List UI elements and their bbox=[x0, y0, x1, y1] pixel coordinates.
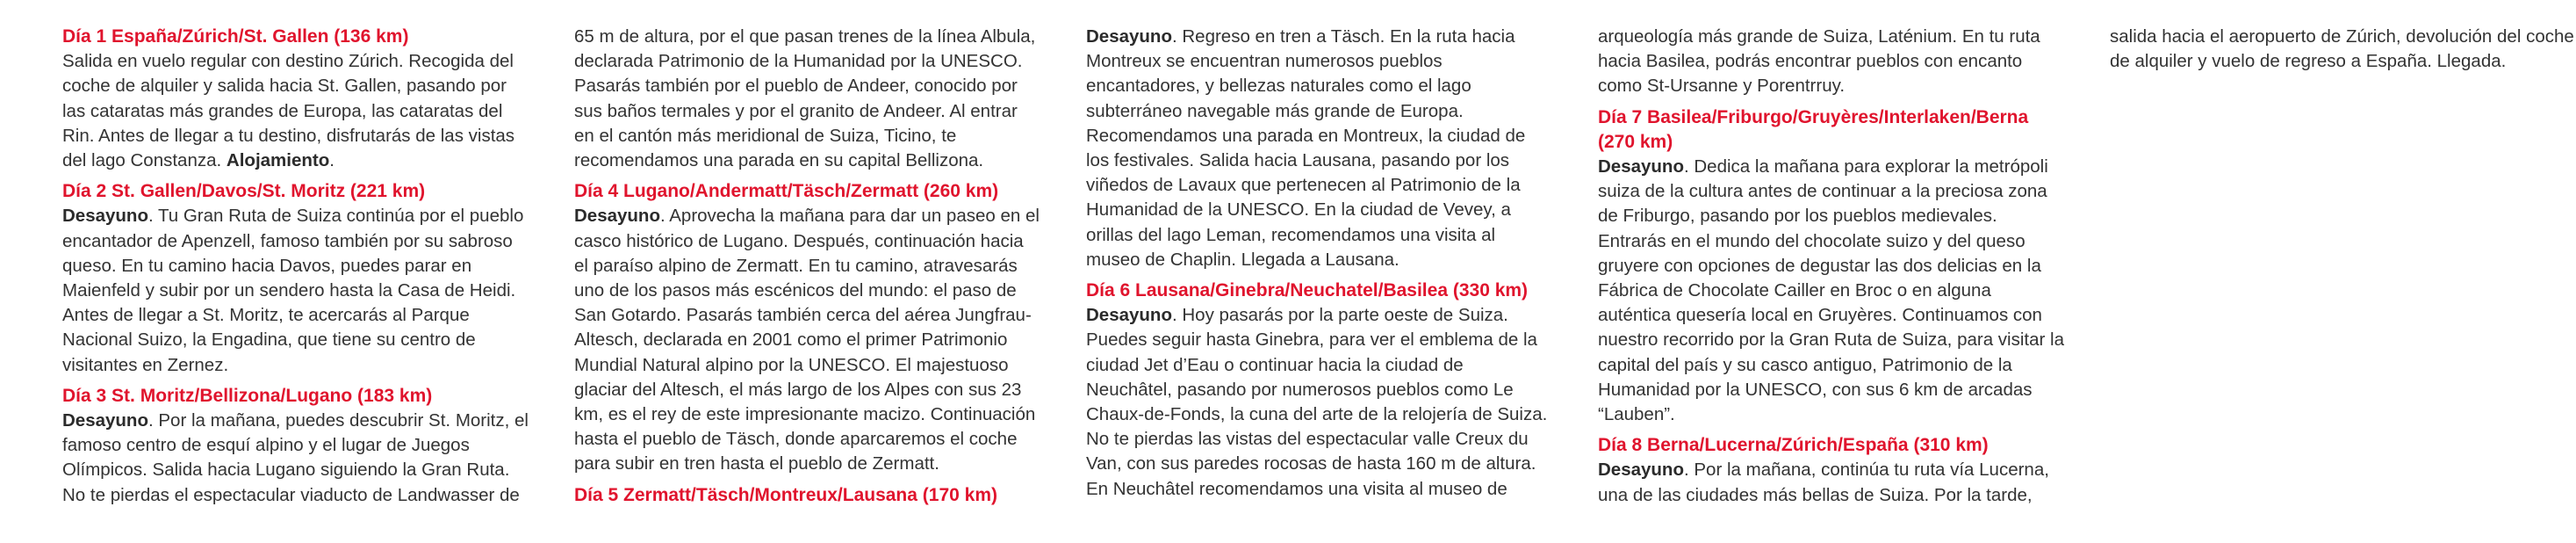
day-body: . Dedica la mañana para explorar la metrópoli suiza de la cultura antes de continuar a la preciosa zona de Friburgo, pasando por los pueblos medievales. Entrarás en el mundo del chocolate suizo y del queso gruyere con opciones de degustar las dos delicias en la Fábrica de Chocolate Cailler en Broc o en alguna auténtica quesería local en Gruyères. Continuamos con nuestro recorrido por la Gran Ruta de Suiza, para visitar la capital del país y su casco antiguo, Patrimonio de la Humanidad por la UNESCO, con sus 6 km de arcadas “Lauben”. bbox=[1598, 156, 2064, 425]
itinerary-columns bbox=[62, 25, 2574, 517]
day-title: Día 8 Berna/Lucerna/Zúrich/España (310 km) bbox=[1598, 435, 1989, 456]
day-breakfast: Desayuno bbox=[1598, 460, 1684, 481]
day-title: Día 7 Basilea/Friburgo/Gruyères/Interlaken/Berna (270 km) bbox=[1598, 106, 2029, 152]
day-title: Día 2 St. Gallen/Davos/St. Moritz (221 km) bbox=[62, 181, 426, 202]
day-title: Día 1 España/Zúrich/St. Gallen (136 km) bbox=[62, 26, 409, 47]
day-4 bbox=[574, 179, 1040, 476]
day-breakfast: Desayuno bbox=[1086, 26, 1172, 47]
day-7 bbox=[1598, 105, 2064, 428]
day-end: . bbox=[329, 150, 335, 171]
day-2 bbox=[62, 179, 529, 378]
day-breakfast: Desayuno bbox=[1598, 156, 1684, 177]
day-breakfast: Desayuno bbox=[62, 206, 148, 227]
day-description bbox=[574, 204, 1040, 476]
day-title: Día 5 Zermatt/Täsch/Montreux/Lausana (170 km) bbox=[574, 484, 997, 505]
day-breakfast: Desayuno bbox=[574, 206, 660, 227]
day-body: . Tu Gran Ruta de Suiza continúa por el pueblo encantador de Apenzell, famoso también por su sabroso queso. En tu camino hacia Davos, puedes parar en Maienfeld y subir por un sendero hasta la Casa de Heidi. Antes de llegar a St. Moritz, te acercarás al Parque Nacional Suizo, la Engadina, que tiene su centro de visitantes en Zernez. bbox=[62, 206, 524, 375]
day-accommodation: Alojamiento bbox=[226, 150, 330, 171]
day-1 bbox=[62, 25, 529, 173]
day-description bbox=[62, 49, 529, 173]
day-title: Día 4 Lugano/Andermatt/Täsch/Zermatt (260 km) bbox=[574, 181, 999, 202]
day-description bbox=[62, 204, 529, 377]
day-body: Salida en vuelo regular con destino Zúrich. Recogida del coche de alquiler y salida hacia St. Gallen, pasando por las cataratas más grandes de Europa, las cataratas del Rin. Antes de llegar a tu destino, disfrutarás de las vistas del lago Constanza. bbox=[62, 51, 515, 171]
day-description bbox=[1086, 25, 1552, 272]
day-body: . Regreso en tren a Täsch. En la ruta hacia Montreux se encuentran numerosos pueblos encantadores, y bellezas naturales como el lago subterráneo navegable más grande de Europa. Recomendamos una parada en Montreux, la ciudad de los festivales. Salida hacia Lausana, pasando por los viñedos de Lavaux que pertenecen al Patrimonio de la Humanidad de la UNESCO. En la ciudad de Vevey, a orillas del lago Leman, recomendamos una visita al museo de Chaplin. Llegada a Lausana. bbox=[1086, 26, 1526, 270]
day-title: Día 3 St. Moritz/Bellizona/Lugano (183 km) bbox=[62, 385, 433, 406]
day-body: . Por la mañana, continúa tu ruta vía Lucerna, una de las ciudades más bellas de Suiza. Por la tarde, salida hacia el aeropuerto de Zúrich, devolución del coche de alquiler y vuelo de regreso a España. Llegada. bbox=[1598, 26, 2574, 505]
day-breakfast: Desayuno bbox=[1086, 305, 1172, 326]
day-body: . Aprovecha la mañana para dar un paseo en el casco histórico de Lugano. Después, continuación hacia el paraíso alpino de Zermatt. En tu camino, atravesarás uno de los pasos más escénicos del mundo: el paso de San Gotardo. Pasarás también cerca del aérea Jungfrau-Altesch, declarada en 2001 como el primer Patrimonio Mundial Natural alpino por la UNESCO. El majestuoso glaciar del Altesch, el más largo de los Alpes con sus 23 km, es el rey de este impresionante macizo. Continuación hasta el pueblo de Täsch, donde aparcaremos el coche para subir en tren hasta el pueblo de Zermatt. bbox=[574, 206, 1040, 474]
day-body: . Hoy pasarás por la parte oeste de Suiza. Puedes seguir hasta Ginebra, para ver el emblema de la ciudad Jet d’Eau o continuar hacia la ciudad de Neuchâtel, pasando por numerosos pueblos como Le Chaux-de-Fonds, la cuna del arte de la relojería de Suiza. No te pierdas las vistas del espectacular valle Creux du Van, con sus paredes rocosas de hasta 160 m de altura. En Neuchâtel recomendamos una visita al museo de arqueología más grande de Suiza, Laténium. En tu ruta hacia Basilea, podrás encontrar pueblos con encanto como St-Ursanne y Porentrruy. bbox=[1086, 26, 2040, 499]
day-breakfast: Desayuno bbox=[62, 410, 148, 431]
day-title: Día 6 Lausana/Ginebra/Neuchatel/Basilea (330 km) bbox=[1086, 280, 1529, 301]
day-body: . Por la mañana, puedes descubrir St. Moritz, el famoso centro de esquí alpino y el lugar de Juegos Olímpicos. Salida hacia Lugano siguiendo la Gran Ruta. No te pierdas el espectacular viaducto de Landwasser de 65 m de altura, por el que pasan trenes de la línea Albula, declarada Patrimonio de la Humanidad por la UNESCO. Pasarás también por el pueblo de Andeer, conocido por sus baños termales y por el granito de Andeer. Al entrar en el cantón más meridional de Suiza, Ticino, te recomendamos una parada en su capital Bellizona. bbox=[62, 26, 1036, 505]
day-description bbox=[1598, 155, 2064, 427]
